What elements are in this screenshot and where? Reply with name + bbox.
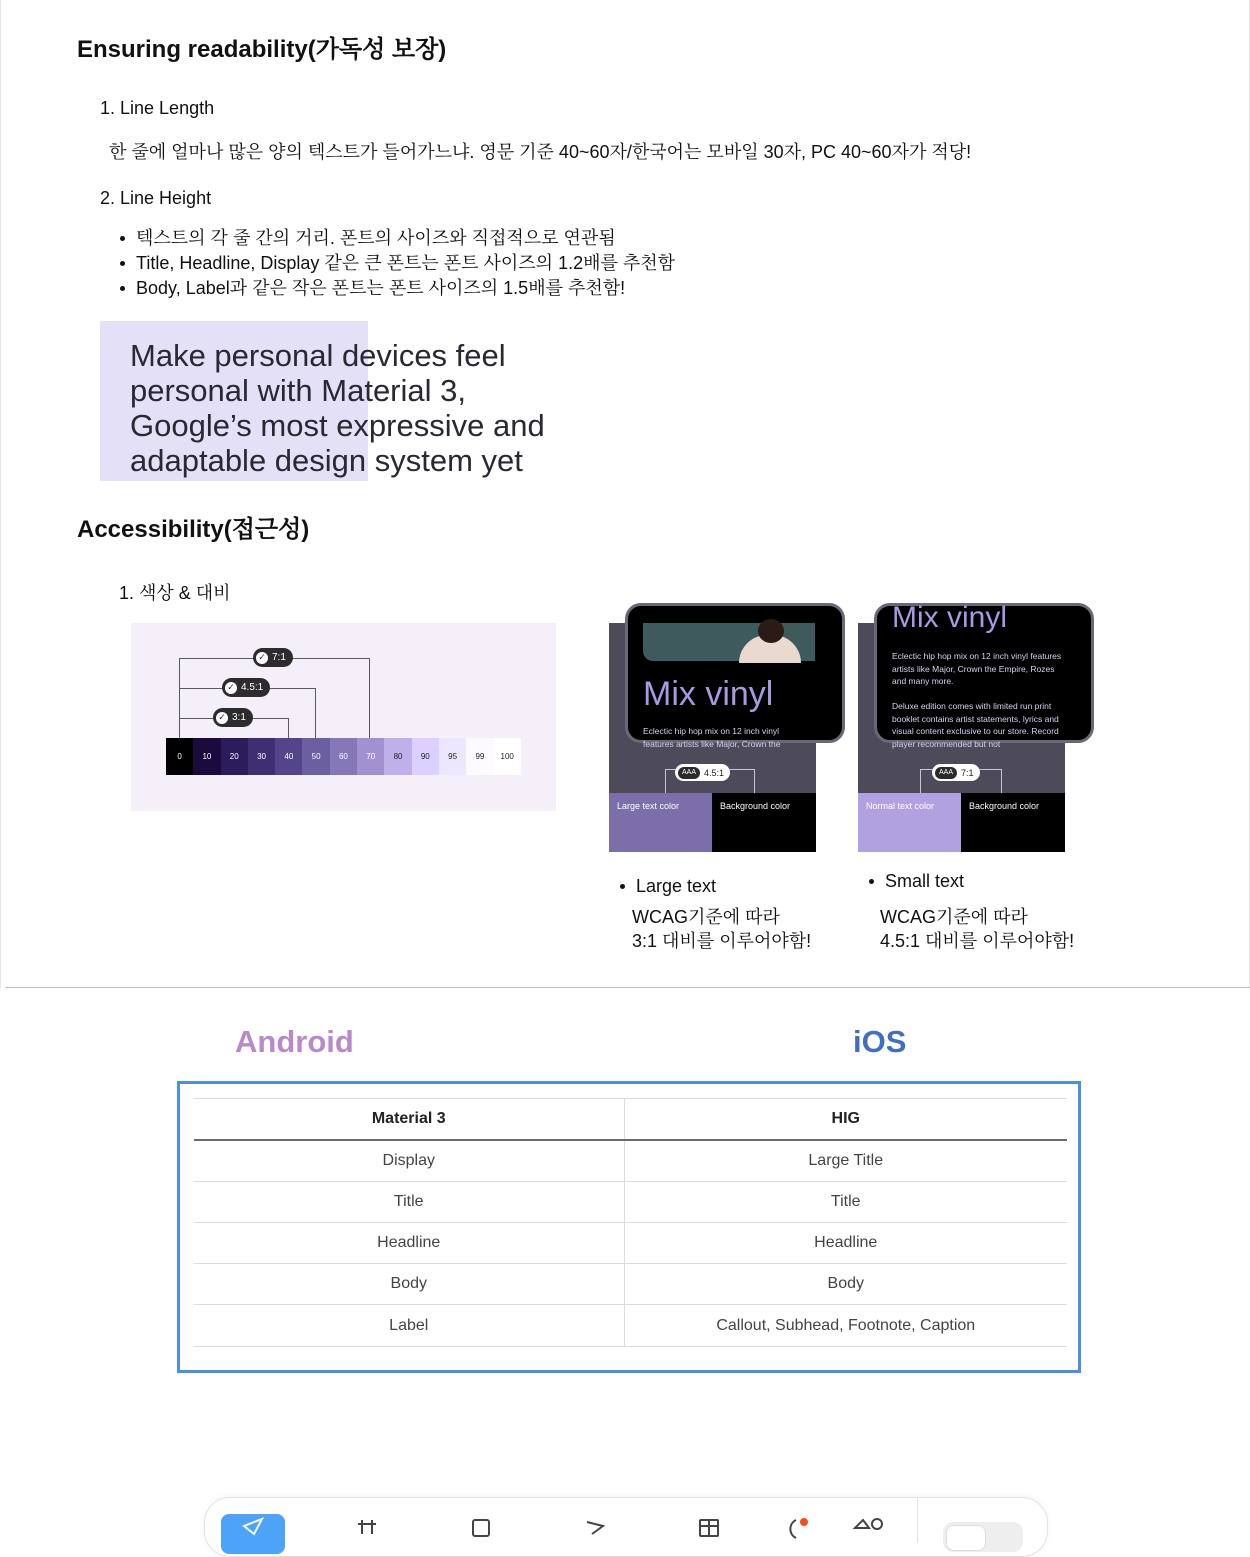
tone-swatch: 90 — [412, 738, 439, 775]
background-color-swatch: Background color — [712, 793, 816, 852]
small-text-mock-image — [858, 601, 1065, 852]
table-header-row — [194, 1099, 1067, 1140]
contrast-scale-image — [131, 623, 556, 811]
material-cell: Display — [194, 1140, 624, 1181]
pen-tool-button[interactable] — [563, 1514, 627, 1554]
tone-swatch: 10 — [193, 738, 220, 775]
hig-cell: Body — [624, 1264, 1067, 1305]
ratio-pill-label: 7:1 — [272, 652, 286, 663]
check-icon: ✓ — [225, 682, 237, 694]
line-length-title: 1. Line Length — [100, 98, 215, 118]
send-arrow-icon — [242, 1514, 264, 1534]
mock-body: Eclectic hip hop mix on 12 inch vinyl features artists like Major, Crown the Empire, Rozes and many more. — [892, 651, 1062, 686]
toggle-knob — [946, 1525, 986, 1551]
canvas-edge-left — [0, 0, 1, 988]
bullet-item: Body, Label과 같은 작은 폰트는 폰트 사이즈의 1.5배를 추천함! — [118, 276, 675, 301]
frame-tool-button[interactable] — [335, 1514, 399, 1554]
color-contrast-title: 1. 색상 & 대비 — [119, 583, 231, 603]
background-color-swatch: Background color — [961, 793, 1065, 852]
tonal-scale — [166, 738, 521, 775]
tone-swatch: 80 — [384, 738, 411, 775]
table-row — [194, 1140, 1067, 1181]
line-height-sample-image — [100, 321, 545, 481]
tone-swatch: 30 — [248, 738, 275, 775]
section-divider — [5, 987, 1250, 988]
line-height-title: 2. Line Height — [100, 188, 212, 208]
sample-text: Make personal devices feel personal with Material 3, Google’s most expressive and adaptable design system yet — [130, 338, 545, 478]
table-row — [194, 1305, 1067, 1346]
aaa-badge: AAA — [678, 767, 700, 779]
comparison-table — [194, 1098, 1067, 1347]
bullet-item: 텍스트의 각 줄 간의 거리. 폰트의 사이즈와 직접적으로 연관됨 — [118, 226, 675, 251]
bottom-toolbar — [204, 1497, 1048, 1557]
tone-swatch: 50 — [302, 738, 329, 775]
tone-swatch: 0 — [166, 738, 193, 775]
tone-swatch: 20 — [221, 738, 248, 775]
caption-title: Large text — [618, 874, 716, 899]
people-icon — [851, 1514, 887, 1534]
tone-swatch: 40 — [275, 738, 302, 775]
tone-swatch: 60 — [330, 738, 357, 775]
small-text-rule: WCAG기준에 따라 4.5:1 대비를 이루어야함! — [880, 907, 1075, 951]
small-text-caption — [867, 869, 964, 894]
mock-title: Mix vinyl — [892, 601, 1008, 634]
material-cell: Body — [194, 1264, 624, 1305]
toolbar-toggle[interactable] — [943, 1522, 1023, 1552]
ratio-pill-label: 3:1 — [232, 712, 246, 723]
frame-icon — [356, 1514, 378, 1534]
ratio-pill — [222, 678, 270, 697]
contrast-tag — [932, 764, 980, 781]
figure-head — [758, 619, 784, 643]
comment-icon — [782, 1514, 812, 1534]
header-material3: Material 3 — [194, 1099, 624, 1140]
contrast-tag — [675, 764, 730, 781]
material-cell: Headline — [194, 1222, 624, 1263]
header-hig: HIG — [624, 1099, 1067, 1140]
tag-ratio: 4.5:1 — [704, 767, 725, 778]
material-cell: Title — [194, 1181, 624, 1222]
ratio-pill — [213, 708, 253, 727]
pointer-tool-button[interactable] — [221, 1514, 285, 1554]
aaa-badge: AAA — [935, 767, 957, 779]
large-text-caption — [618, 874, 716, 899]
check-icon: ✓ — [216, 712, 228, 724]
comparison-table-frame[interactable] — [177, 1081, 1081, 1373]
text-color-swatch: Large text color — [609, 793, 712, 852]
comment-tool-button[interactable] — [765, 1514, 829, 1554]
accessibility-heading: Accessibility(접근성) — [77, 516, 310, 543]
line-length-desc: 한 줄에 얼마나 많은 양의 텍스트가 들어가느냐. 영문 기준 40~60자/한국어는 모바일 30자, PC 40~60자가 적당! — [109, 142, 972, 162]
text-color-swatch: Normal text color — [858, 793, 961, 852]
hig-cell: Title — [624, 1181, 1067, 1222]
ratio-pill — [253, 648, 293, 667]
table-row — [194, 1181, 1067, 1222]
hig-cell: Callout, Subhead, Footnote, Caption — [624, 1305, 1067, 1346]
people-tool-button[interactable] — [837, 1514, 901, 1554]
shape-tool-button[interactable] — [449, 1514, 513, 1554]
table-row — [194, 1264, 1067, 1305]
tag-ratio: 7:1 — [961, 767, 974, 778]
tone-swatch: 99 — [466, 738, 493, 775]
ios-label: iOS — [853, 1024, 907, 1059]
hig-cell: Large Title — [624, 1140, 1067, 1181]
line-height-bullets — [118, 226, 675, 301]
mock-body: Eclectic hip hop mix on 12 inch vinyl features artists like Major, Crown the — [643, 726, 781, 749]
ratio-pill-label: 4.5:1 — [241, 682, 264, 693]
hig-cell: Headline — [624, 1222, 1067, 1263]
bullet-item: Title, Headline, Display 같은 큰 폰트는 폰트 사이즈의 1.2배를 추천함 — [118, 251, 675, 276]
readability-heading: Ensuring readability(가독성 보장) — [77, 36, 447, 63]
material-cell: Label — [194, 1305, 624, 1346]
tone-swatch: 100 — [494, 738, 521, 775]
pen-icon — [584, 1514, 606, 1534]
section-tool-button[interactable] — [677, 1514, 741, 1554]
mock-title: Mix vinyl — [643, 675, 774, 713]
album-art — [643, 623, 815, 661]
mock-body: Deluxe edition comes with limited run print booklet contains artist statements, lyrics and visual content exclusive to our store. Record player recommended but not — [892, 701, 1059, 749]
android-label: Android — [235, 1024, 354, 1059]
large-text-mock-image — [609, 623, 816, 852]
toolbar-separator — [917, 1498, 918, 1543]
large-text-rule: WCAG기준에 따라 3:1 대비를 이루어야함! — [632, 907, 812, 951]
tone-swatch: 95 — [439, 738, 466, 775]
table-row — [194, 1222, 1067, 1263]
caption-title: Small text — [867, 869, 964, 894]
rectangle-icon — [470, 1514, 492, 1534]
section-icon — [698, 1514, 720, 1534]
check-icon: ✓ — [256, 652, 268, 664]
tone-swatch: 70 — [357, 738, 384, 775]
